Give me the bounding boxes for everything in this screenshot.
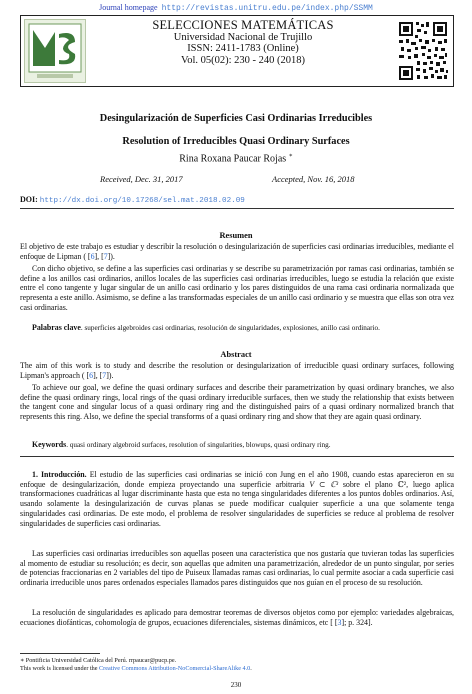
doi-line: [20, 195, 245, 205]
journal-logo: [24, 19, 86, 83]
intro-heading: 1. Introducción.: [32, 470, 87, 479]
citation-link[interactable]: 6: [90, 251, 95, 261]
header-divider: [20, 208, 454, 209]
journal-logo-icon: [25, 20, 85, 82]
author-line: [0, 152, 472, 164]
intro-text: La resolución de singularidades es aplicado para demostrar teoremas de diversos objetos como por ejemplo: variedades algebraicas, ecuaciones diofánticas, cohomología de grupos, ecuaciones diferenciales, sistemas dinámicos, etc [ [: [20, 608, 454, 627]
footnote-license: [20, 665, 454, 672]
citation-link[interactable]: 7: [103, 251, 108, 261]
page-number: 230: [230, 681, 242, 689]
article-title-spanish: Desingularización de Superficies Casi Ordinarias Irreducibles: [99, 113, 373, 124]
resumen-text: El objetivo de este trabajo es estudiar y describir la resolución o desingularización de superficies casi ordinarias irreducibles, mediante el enfoque de Lipman ( [: [20, 242, 454, 261]
author-name: Rina Roxana Paucar Rojas: [179, 153, 287, 165]
license-text: .: [250, 665, 252, 672]
doi-link[interactable]: http://dx.doi.org/10.17268/sel.mat.2018.02.09: [39, 197, 245, 205]
resumen-keywords: [20, 323, 454, 334]
intro-text: sobre el plano: [338, 479, 398, 489]
footnote-divider: [20, 653, 100, 654]
doi-label: DOI:: [20, 195, 38, 204]
journal-header-text: [91, 20, 395, 66]
footnote-affiliation: ∗ Pontificia Universidad Católica del Perú. rrpaucar@pucp.pe.: [20, 657, 177, 664]
journal-homepage-line: [0, 3, 472, 13]
qr-code-icon: [397, 20, 449, 82]
author-footnote-mark[interactable]: ∗: [288, 153, 293, 159]
abstract-heading: Abstract: [220, 350, 252, 359]
abstract-divider: [20, 456, 454, 457]
article-title-english: Resolution of Irreducibles Quasi Ordinary Surfaces: [122, 136, 350, 147]
issn: ISSN: 2411-1783 (Online): [187, 43, 299, 54]
intro-paragraph-3: [20, 608, 454, 627]
intro-text: El estudio de las superficies casi ordinarias se inició con Jung en el año 1908, cuando estas aparecieron en su enfoque de desingularización, donde empieza proyectando una superficie arbitraria: [20, 470, 454, 489]
resumen-paragraph-2: Con dicho objetivo, se define a las superficies casi ordinarias y se describe su parametrización por ramas casi ordinarias, también se define a los anillos casi ordinarios, anillos locales de las superficies casi ordinarias irreducibles, luego se estudia la relación que existe entre el cono tangente y lugar singular de un anillo casi ordinario y los pares distinguidos de una rama casi ordinaria normalizada que representa a este anillo. Asimismo, se define a las transformadas especiales de un anillo casi ordinario y se muestra que ellas son otra vez casi ordinarias.: [20, 264, 454, 312]
keywords-text-en: . quasi ordinary algebroid surfaces, resolution of singularities, blowups, quasi ordinary ring.: [66, 441, 331, 449]
abstract-text: ], [: [93, 370, 103, 380]
citation-link[interactable]: 6: [89, 370, 94, 380]
resumen-heading: Resumen: [219, 231, 253, 240]
university-name: Universidad Nacional de Trujillo: [173, 31, 313, 43]
homepage-url-link[interactable]: http://revistas.unitru.edu.pe/index.php/SSMM: [161, 4, 373, 13]
keywords-label-en: Keywords: [32, 440, 67, 449]
abstract-keywords: [20, 440, 454, 451]
keywords-label-es: Palabras clave: [32, 323, 81, 332]
homepage-label: Journal homepage: [99, 3, 158, 12]
intro-paragraph-1: [20, 470, 454, 528]
volume-info: Vol. 05(02): 230 - 240 (2018): [180, 54, 306, 66]
resumen-text: ], [: [94, 251, 104, 261]
abstract-text: ]).: [106, 370, 114, 380]
qr-code: [397, 20, 449, 82]
abstract-paragraph-1: [20, 361, 454, 380]
math-expression: V ⊂ ℂ³: [309, 479, 339, 489]
journal-header-box: [20, 15, 454, 87]
math-expression: ℂ²: [397, 479, 407, 489]
abstract-text: The aim of this work is to study and describe the resolution or desingularization of irreducible quasi ordinary surfaces, following Lipman's approach ( [: [20, 361, 454, 380]
received-date: Received, Dec. 31, 2017: [100, 174, 183, 184]
resumen-text: ]).: [107, 251, 115, 261]
intro-text: ]; p. 324].: [341, 617, 373, 627]
accepted-date: Accepted, Nov. 16, 2018: [272, 174, 355, 184]
keywords-text-es: . superficies algebroides casi ordinarias, resolución de singularidades, explosiones, anillo casi ordinario.: [80, 324, 380, 332]
intro-text: , luego aplica transformaciones cuadráticas al lugar discriminante hasta que esta no tenga singularidades diferentes a los puntos dobles ordinarios. Así, usando solamente la desingularización de curvas planas se puede modificar cualquier superficie a una que solamente tenga singularidades casi ordinarias. De este modo, el problema de resolver singularidades de superficies se reduce al problema de resolver singularidades de superficies casi ordinarias.: [20, 479, 454, 528]
citation-link[interactable]: 7: [102, 370, 107, 380]
license-text: This work is licensed under the: [20, 665, 100, 672]
intro-paragraph-2: Las superficies casi ordinarias irreducibles son aquellas poseen una característica que nos gustaría que tuvieran todas las superficies al momento de estudiar su resolución; es decir, son aquellas que admiten una parametrización, alrededor de un punto singular, por series de potencias fraccionarias en 2 variables del tipo de Puiseux llamadas ramas casi ordinarias, lo cual permite asociar a cada superficie casi ordinaria irreducible unos pares ordenados especiales llamados pares distinguidos que nos guían en el proceso de su resolución.: [20, 549, 454, 588]
journal-name: SELECCIONES MATEMÁTICAS: [152, 18, 334, 32]
citation-link[interactable]: 3: [337, 617, 342, 627]
abstract-paragraph-2: To achieve our goal, we define the quasi ordinary surfaces and describe their parametrization by quasi ordinary branches, we also define the quasi ordinary rings, local rings of the quasi ordinary irreducible surfaces, then we study the relationship that exists between the tangent cone and singular locus of a quasi ordinary ring and the distinguished pairs of a quasi ordinary normalized branch that represents this ring. Also, we define the special transforms of a quasi ordinary ring and show that they are again quasi ordinary.: [20, 383, 454, 422]
license-link[interactable]: Creative Commons Attribution-NoComercial-ShareAlike 4.0: [99, 665, 251, 672]
resumen-paragraph-1: [20, 242, 454, 261]
